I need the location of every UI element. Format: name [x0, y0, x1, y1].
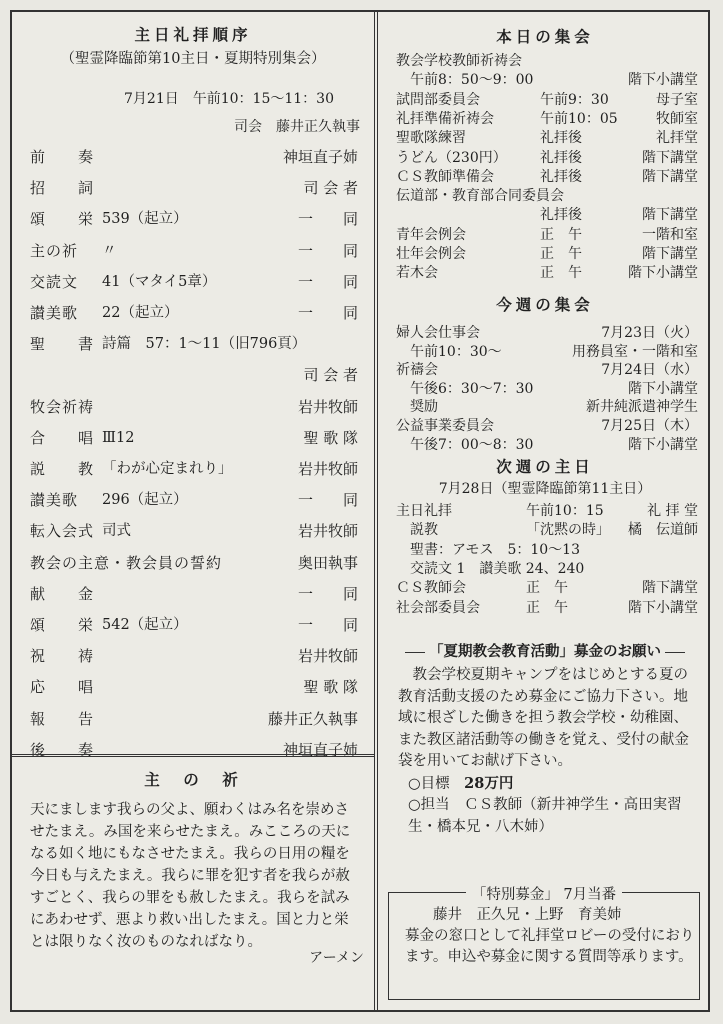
appeal-text: 教会学校夏期キャンプをはじめとする夏の教育活動支援のため募金にご協力下さい。地域に根ざした働きを担う教会学校・幼稚園、また教区諸活動等の働きを覚え、受付の献金袋を用いてお献げ下さい。	[398, 667, 689, 769]
meeting-cell: 交読文 1 讃美歌 24、240	[396, 560, 585, 577]
appeal-staff-label: ○担当	[408, 797, 450, 813]
appeal-goal-label: ○目標	[408, 775, 450, 792]
order-item-person: 奥田執事	[297, 553, 358, 572]
meeting-cell: 階下講堂	[642, 246, 698, 262]
meeting-cell: 聖書：アモス 5：10〜13	[396, 541, 580, 558]
order-item-detail: 41（マタイ5章）	[102, 273, 217, 290]
order-item-person: 聖 歌 隊	[303, 678, 358, 697]
meeting-cell: 説教	[396, 522, 438, 539]
order-item-name: 交読文	[30, 272, 79, 291]
meeting-cell: ＣＳ教師準備会	[396, 168, 494, 185]
order-item-name: 祝 祷	[30, 647, 95, 666]
order-item-detail: 「わが心定まれり」	[102, 461, 233, 477]
meeting-cell: 正 午	[540, 226, 582, 243]
meeting-cell: 母子室	[656, 91, 698, 108]
meeting-cell: 階下小講堂	[628, 436, 698, 453]
order-item-name: 説 教	[30, 460, 95, 478]
order-item-person: 聖 歌 隊	[303, 428, 358, 447]
meeting-cell: 午前10：05	[540, 110, 618, 127]
special-text: 募金の窓口として礼拝堂ロビーの受付におります。申込や募金に関する質問等承ります。	[405, 928, 695, 965]
meeting-cell: 階下小講堂	[628, 72, 698, 89]
bulletin-page	[10, 10, 710, 1012]
order-item-detail: 詩篇 57：1〜11（旧796頁）	[102, 336, 307, 353]
order-item-person: 岩井牧師	[297, 522, 358, 541]
order-item-name: 主の祈	[30, 241, 79, 260]
meeting-cell: 伝道部・教育部合同委員会	[396, 188, 564, 205]
order-item-person: 岩井牧師	[297, 647, 358, 666]
order-item-name: 讃美歌	[30, 304, 79, 322]
meeting-cell: 午後6：30〜7：30	[396, 380, 534, 397]
meeting-cell: 教会学校教師祈祷会	[396, 53, 522, 69]
meeting-cell: 正 午	[540, 265, 582, 282]
prayer-title: 主 の 祈	[144, 770, 242, 789]
meeting-cell: 階下講堂	[642, 168, 698, 185]
meeting-cell: 午前9：30	[540, 91, 609, 108]
lords-prayer-box	[12, 754, 374, 1015]
order-item-person: 一 同	[297, 491, 358, 510]
meeting-cell: 正 午	[540, 246, 582, 262]
meeting-cell: 公益事業委員会	[396, 418, 494, 434]
order-item-person: 一 同	[297, 241, 358, 260]
order-item-name: 報 告	[30, 709, 95, 728]
prayer-text: 天にまします我らの父よ、願わくはみ名を崇めさせたまえ。み国を来らせたまえ。みこころの天になる如く地にもなさせたまえ。我らの日用の糧を今日も与えたまえ。我らに罪を犯す者を我らが赦すごとく、我らの罪をも赦したまえ。我らを試みにあわせず、悪より救い出したまえ。国と力と栄とは限りなく汝のものなればなり。	[30, 802, 351, 950]
left-column	[12, 12, 374, 1010]
order-item-name: 聖 書	[30, 335, 95, 354]
order-item-name: 牧会祈祷	[30, 397, 95, 416]
meeting-cell: 奨励	[396, 399, 438, 416]
appeal-title: 「夏期教会教育活動」募金のお願い	[380, 640, 710, 661]
service-datetime: 7月21日 午前10：15〜11：30	[124, 91, 334, 107]
meeting-cell: 正 午	[526, 580, 568, 597]
meeting-cell: 階下講堂	[642, 207, 698, 224]
order-item-name: 後 奏	[30, 740, 95, 759]
appeal-staff: ＣＳ教師（新井神学生・高田実習生・橋本兄・八木姉）	[408, 797, 682, 835]
order-item-person: 一 同	[297, 584, 358, 603]
meeting-cell: 階下小講堂	[628, 380, 698, 397]
order-item-person: 一 同	[297, 210, 358, 229]
next-date: 7月28日（聖霊降臨節第11主日）	[438, 481, 652, 497]
order-item-detail: Ⅲ12	[102, 429, 135, 446]
meeting-cell: ＣＳ教師会	[396, 580, 466, 597]
meeting-cell: 礼拝後	[540, 130, 582, 147]
order-item-detail: 296（起立）	[102, 492, 188, 509]
order-item-person: 一 同	[297, 304, 358, 322]
order-item-name: 頌 栄	[30, 616, 95, 634]
special-names: 藤井 正久兄・上野 育美姉	[433, 907, 622, 923]
meeting-cell: 聖歌隊練習	[396, 130, 466, 147]
meeting-cell: 主日礼拝	[396, 503, 452, 519]
meeting-cell: 社会部委員会	[396, 599, 480, 616]
meeting-cell: 一階和室	[642, 226, 698, 243]
next-title: 次週の主日	[496, 457, 594, 476]
week-title: 今週の集会	[496, 295, 594, 314]
special-fund-box	[388, 887, 700, 1000]
meeting-cell: 午前10：15	[526, 503, 604, 519]
meeting-cell: 7月25日（木）	[601, 418, 698, 434]
meeting-cell: 礼拝後	[540, 149, 582, 166]
order-item-name: 献 金	[30, 584, 95, 603]
meeting-cell: 礼拝後	[540, 168, 582, 185]
order-item-detail: 539（起立）	[102, 211, 188, 228]
order-item-person: 司 会 者	[303, 366, 358, 385]
meeting-cell: 新井純派遣神学生	[586, 399, 698, 416]
prayer-amen: アーメン	[309, 950, 364, 966]
order-item-name: 招 詞	[30, 179, 95, 198]
meeting-cell: 階下講堂	[642, 580, 698, 597]
meeting-cell: 階下小講堂	[628, 265, 698, 282]
meeting-cell: 階下小講堂	[628, 599, 698, 616]
order-item-name: 転入会式	[30, 522, 95, 541]
meeting-cell: 青年会例会	[396, 226, 466, 243]
order-item-person: 神垣直子姉	[282, 148, 358, 166]
meeting-cell: 礼拝堂	[656, 130, 698, 147]
meeting-cell: 7月23日（火）	[601, 325, 698, 341]
meeting-cell: 牧師室	[656, 110, 698, 127]
meeting-cell: 「沈黙の時」	[526, 522, 610, 539]
meeting-cell: 婦人会仕事会	[396, 325, 480, 341]
order-item-detail: 22（起立）	[102, 305, 179, 321]
appeal-block	[398, 665, 698, 838]
order-item-detail: 542（起立）	[102, 617, 188, 633]
meeting-cell: 礼拝準備祈祷会	[396, 110, 494, 127]
meeting-cell: 午前10：30〜	[396, 343, 502, 360]
meeting-cell: 午前8：50〜9：00	[396, 72, 534, 89]
order-item-name: 頌 栄	[30, 210, 95, 229]
order-item-person: 司 会 者	[303, 179, 358, 198]
meeting-cell: 午後7：00〜8：30	[396, 436, 534, 453]
service-subtitle: （聖霊降臨節第10主日・夏期特別集会）	[60, 51, 326, 67]
order-item-name: 讃美歌	[30, 491, 79, 510]
meeting-cell: 若木会	[396, 265, 438, 282]
meeting-cell: 7月24日（水）	[601, 362, 698, 379]
right-column	[380, 12, 710, 1010]
order-item-person: 藤井正久執事	[267, 709, 358, 728]
service-presider: 司会 藤井正久執事	[234, 119, 360, 135]
meeting-cell: 礼 拝 堂	[647, 503, 698, 519]
meeting-cell: 正 午	[526, 599, 568, 616]
meeting-cell: 礼拝後	[540, 207, 582, 224]
order-item-name: 教会の主意・教会員の誓約	[30, 553, 223, 572]
column-divider	[374, 12, 378, 1010]
order-item-detail: 司式	[102, 523, 131, 540]
order-item-person: 一 同	[297, 616, 358, 634]
meeting-cell: 試問部委員会	[396, 91, 480, 108]
meeting-cell: 階下講堂	[642, 149, 698, 166]
meeting-cell: 用務員室・一階和室	[572, 343, 698, 360]
service-title: 主日礼拝順序	[134, 25, 252, 44]
order-item-name: 応 唱	[30, 678, 95, 697]
special-title: 「特別募金」 7月当番	[466, 887, 622, 903]
meeting-cell: 祈禱会	[396, 362, 438, 379]
order-item-person: 一 同	[297, 272, 358, 291]
order-item-detail: 〃	[102, 242, 117, 259]
order-item-name: 前 奏	[30, 148, 95, 166]
order-item-person: 神垣直子姉	[282, 740, 358, 759]
meeting-cell: うどん（230円）	[396, 149, 507, 166]
order-item-person: 岩井牧師	[297, 397, 358, 416]
meeting-cell: 壮年会例会	[396, 246, 466, 262]
today-title: 本日の集会	[496, 27, 594, 46]
order-item-person: 岩井牧師	[297, 460, 358, 478]
order-item-name: 合 唱	[30, 428, 95, 447]
meeting-cell: 橘 伝道師	[628, 522, 698, 539]
appeal-goal: 28万円	[464, 774, 514, 792]
